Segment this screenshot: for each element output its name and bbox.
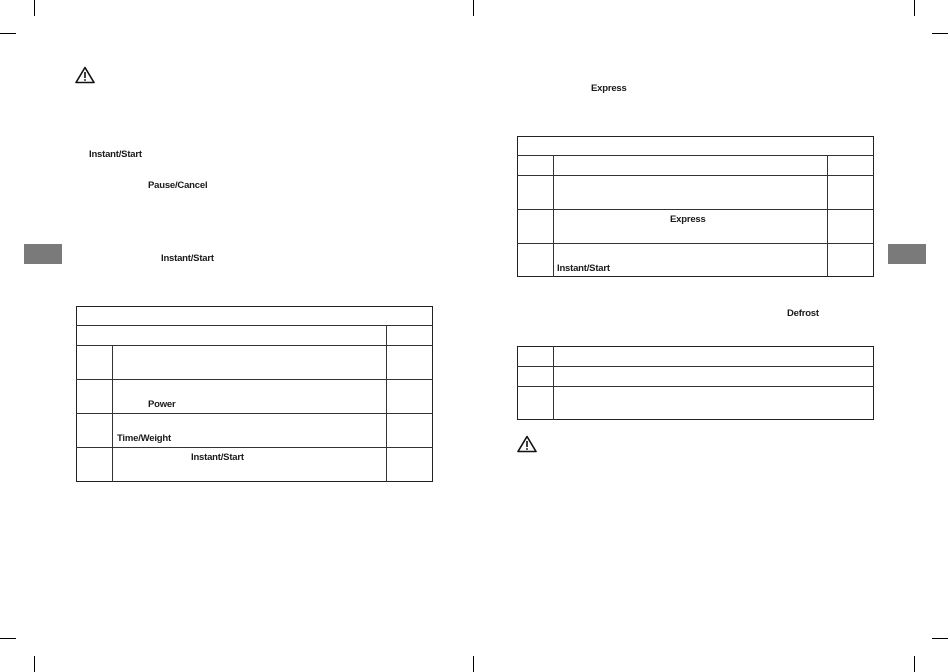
crop-mark <box>0 638 16 639</box>
crop-mark <box>914 0 915 16</box>
crop-mark <box>34 656 35 672</box>
instant-start-label: Instant/Start <box>161 253 214 264</box>
warning-triangle-icon <box>517 435 537 453</box>
crop-mark <box>932 33 948 34</box>
warning-triangle-icon <box>75 66 95 84</box>
crop-mark <box>34 0 35 16</box>
page-tab-left <box>24 244 62 264</box>
crop-mark <box>0 33 16 34</box>
power-label: Power <box>148 399 176 410</box>
express-label: Express <box>670 214 706 225</box>
defrost-label: Defrost <box>787 308 819 319</box>
crop-mark <box>932 638 948 639</box>
pause-cancel-label: Pause/Cancel <box>148 180 208 191</box>
instant-start-label: Instant/Start <box>89 149 142 160</box>
defrost-table <box>517 346 874 420</box>
page-tab-right <box>888 244 926 264</box>
instant-start-label: Instant/Start <box>557 263 610 274</box>
crop-mark <box>473 0 474 16</box>
steps-table-left <box>76 306 433 482</box>
crop-mark <box>914 656 915 672</box>
express-heading: Express <box>591 83 627 94</box>
time-weight-label: Time/Weight <box>117 433 171 444</box>
express-table <box>517 136 874 277</box>
crop-mark <box>473 656 474 672</box>
instant-start-label: Instant/Start <box>191 452 244 463</box>
